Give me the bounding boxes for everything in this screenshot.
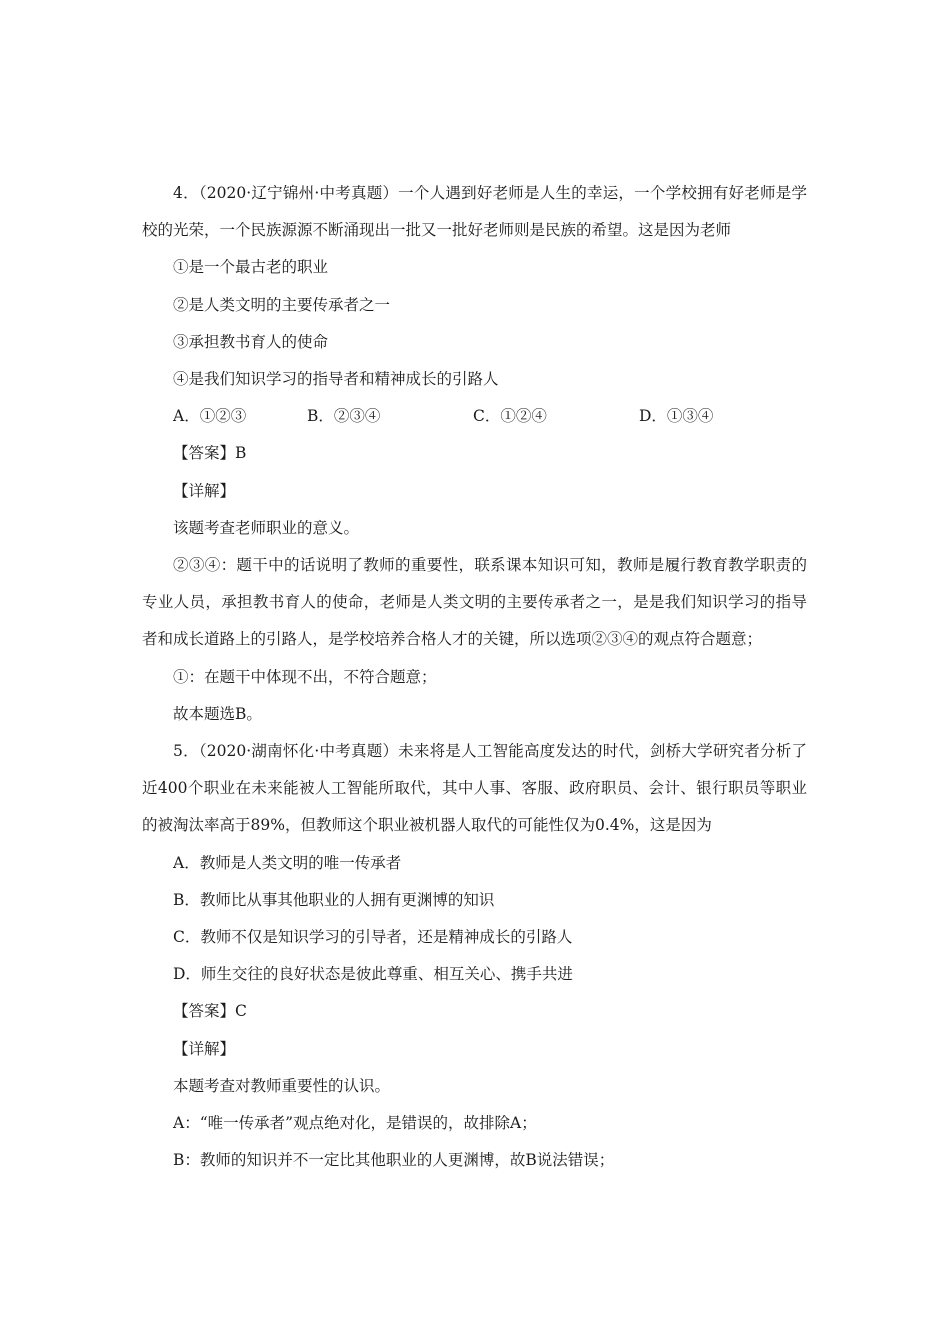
- question-5-detail-label: 【详解】: [173, 1039, 236, 1058]
- question-4-option-b: B．②③④: [307, 407, 381, 426]
- question-5: [142, 733, 807, 1179]
- question-4-option-d: D．①③④: [639, 407, 714, 426]
- question-4-options: [142, 398, 807, 435]
- question-4: [142, 175, 807, 733]
- question-5-detail-3: B：教师的知识并不一定比其他职业的人更渊博，故B说法错误；: [173, 1151, 615, 1170]
- question-5-option-d: D．师生交往的良好状态是彼此尊重、相互关心、携手共进: [173, 965, 573, 984]
- question-4-detail-2: ②③④：题干中的话说明了教师的重要性，联系课本知识可知，教师是履行教育教学职责的专业人员，承担教书育人的使命，老师是人类文明的主要传承者之一，是是我们知识学习的指导者和成长道路上的引路人，是学校培养合格人才的关键，所以选项②③④的观点符合题意；: [142, 556, 807, 649]
- question-4-statement-3: ③承担教书育人的使命: [173, 332, 329, 351]
- question-5-option-c: C．教师不仅是知识学习的引导者，还是精神成长的引路人: [173, 928, 573, 947]
- question-4-stem: 4．（2020·辽宁锦州·中考真题）一个人遇到好老师是人生的幸运，一个学校拥有好老师是学校的光荣，一个民族源源不断涌现出一批又一批好老师则是民族的希望。这是因为老师: [142, 184, 807, 240]
- question-5-option-a: A．教师是人类文明的唯一传承者: [173, 853, 402, 872]
- question-5-option-b: B．教师比从事其他职业的人拥有更渊博的知识: [173, 890, 495, 909]
- question-4-answer: 【答案】B: [173, 444, 247, 463]
- question-4-detail-1: 该题考查老师职业的意义。: [173, 518, 360, 537]
- question-5-detail-2: A：“唯一传承者”观点绝对化，是错误的，故排除A；: [173, 1114, 537, 1133]
- document-content: [142, 175, 807, 1179]
- question-5-answer: 【答案】C: [173, 1002, 247, 1021]
- question-5-detail-1: 本题考查对教师重要性的认识。: [173, 1076, 391, 1095]
- question-4-option-c: C．①②④: [473, 407, 547, 426]
- question-4-option-a: A．①②③: [173, 407, 247, 426]
- question-4-detail-3: ①：在题干中体现不出，不符合题意；: [173, 667, 437, 686]
- question-4-detail-label: 【详解】: [173, 481, 236, 500]
- question-4-statement-4: ④是我们知识学习的指导者和精神成长的引路人: [173, 370, 499, 389]
- question-4-detail-4: 故本题选B。: [173, 704, 262, 723]
- question-4-statement-1: ①是一个最古老的职业: [173, 258, 329, 277]
- question-5-stem: 5．（2020·湖南怀化·中考真题）未来将是人工智能高度发达的时代，剑桥大学研究者分析了近400个职业在未来能被人工智能所取代，其中人事、客服、政府职员、会计、银行职员等职业的被淘汰率高于89%，但教师这个职业被机器人取代的可能性仅为0.4%，这是因为: [142, 742, 807, 835]
- question-4-statement-2: ②是人类文明的主要传承者之一: [173, 295, 391, 314]
